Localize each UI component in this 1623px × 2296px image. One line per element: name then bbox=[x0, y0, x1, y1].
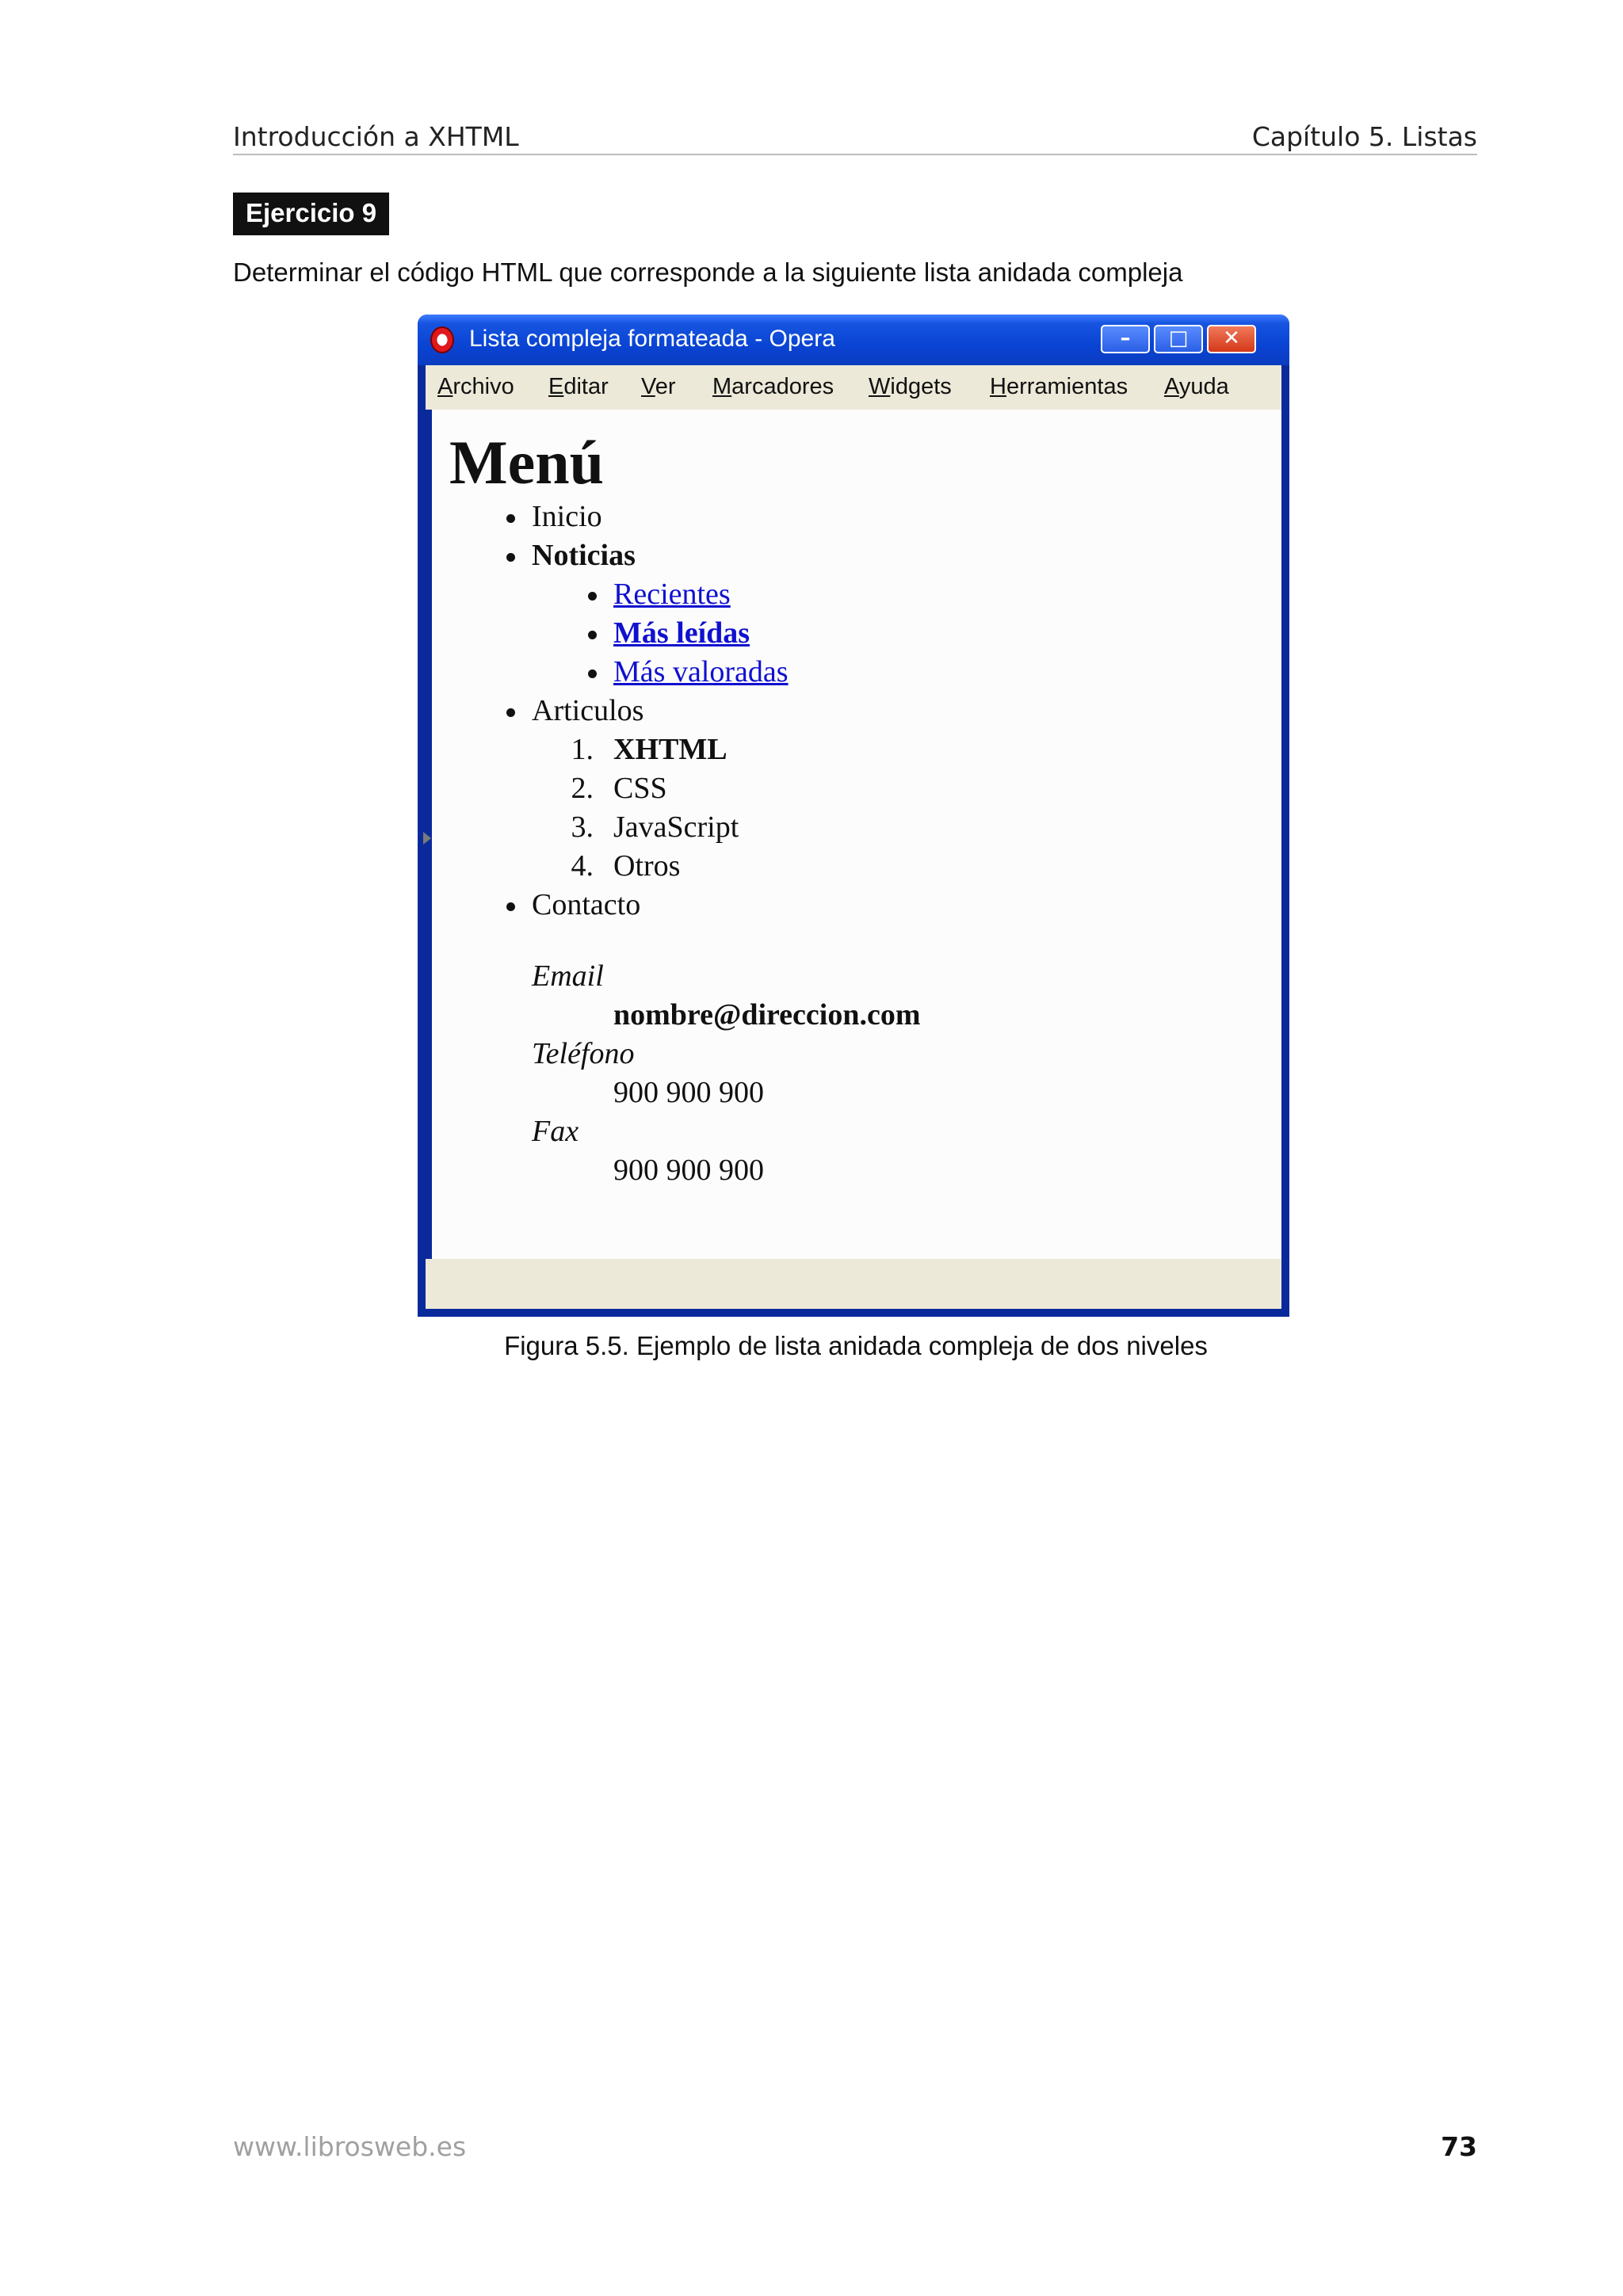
list-item-articulos: Articulos bbox=[532, 694, 644, 727]
menu-widgets[interactable]: Widgets bbox=[869, 374, 952, 399]
menu-editar[interactable]: Editar bbox=[548, 374, 609, 399]
ordered-number: 1. bbox=[571, 733, 594, 766]
page-number: 73 bbox=[1441, 2131, 1477, 2162]
menu-bar bbox=[426, 365, 1281, 410]
window-titlebar bbox=[418, 315, 1289, 365]
browser-window-screenshot bbox=[418, 315, 1289, 1317]
definition-term-telefono: Teléfono bbox=[532, 1037, 635, 1070]
running-header-chapter: Capítulo 5. Listas bbox=[1251, 121, 1477, 152]
opera-icon bbox=[430, 326, 454, 353]
ordered-item-otros: Otros bbox=[613, 849, 681, 883]
list-item-contacto: Contacto bbox=[532, 888, 641, 921]
page-heading: Menú bbox=[449, 428, 604, 497]
ordered-number: 3. bbox=[571, 810, 594, 844]
menu-marcadores[interactable]: Marcadores bbox=[712, 374, 834, 399]
ordered-item-css: CSS bbox=[613, 772, 667, 805]
definition-value-email: nombre@direccion.com bbox=[613, 998, 921, 1032]
menu-archivo[interactable]: Archivo bbox=[437, 374, 514, 399]
header-divider bbox=[233, 154, 1477, 155]
definition-term-email: Email bbox=[532, 959, 604, 993]
status-bar bbox=[426, 1259, 1281, 1309]
menu-ayuda[interactable]: Ayuda bbox=[1164, 374, 1229, 399]
definition-value-telefono: 900 900 900 bbox=[613, 1076, 764, 1109]
ordered-item-xhtml: XHTML bbox=[613, 733, 727, 766]
ordered-number: 2. bbox=[571, 772, 594, 805]
exercise-intro: Determinar el código HTML que corresponde a la siguiente lista anidada compleja bbox=[233, 257, 1183, 287]
figure-caption: Figura 5.5. Ejemplo de lista anidada compleja de dos niveles bbox=[504, 1331, 1208, 1360]
browser-viewport bbox=[432, 410, 1281, 1259]
definition-term-fax: Fax bbox=[532, 1115, 579, 1148]
list-item-inicio: Inicio bbox=[532, 500, 602, 533]
menu-ver[interactable]: Ver bbox=[641, 374, 676, 399]
list-item-noticias: Noticias bbox=[532, 539, 636, 572]
running-header-book-title: Introducción a XHTML bbox=[233, 121, 519, 152]
maximize-button[interactable]: □ bbox=[1154, 325, 1203, 353]
sublist-link-mas-valoradas[interactable]: Más valoradas bbox=[613, 655, 789, 688]
minimize-button[interactable]: – bbox=[1101, 325, 1150, 353]
window-title: Lista compleja formateada - Opera bbox=[469, 326, 835, 352]
close-button[interactable]: ✕ bbox=[1207, 325, 1256, 353]
ordered-number: 4. bbox=[571, 849, 594, 883]
exercise-badge: Ejercicio 9 bbox=[233, 193, 389, 235]
triangle-right-icon bbox=[423, 832, 431, 845]
sublist-link-mas-leidas[interactable]: Más leídas bbox=[613, 616, 750, 650]
menu-herramientas[interactable]: Herramientas bbox=[990, 374, 1128, 399]
definition-value-fax: 900 900 900 bbox=[613, 1154, 764, 1187]
sublist-link-recientes[interactable]: Recientes bbox=[613, 578, 731, 611]
ordered-item-javascript: JavaScript bbox=[613, 810, 739, 844]
footer-website[interactable]: www.librosweb.es bbox=[233, 2131, 467, 2162]
